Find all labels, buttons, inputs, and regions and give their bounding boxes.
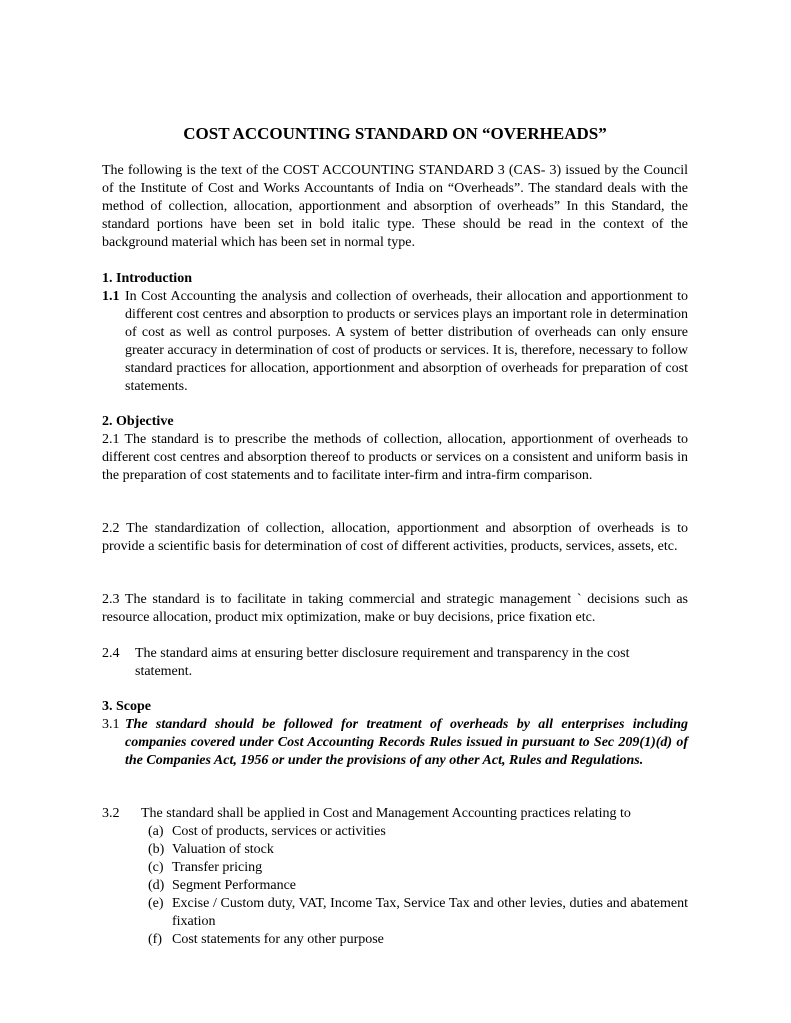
section-heading-objective: 2. Objective bbox=[102, 414, 174, 429]
paragraph-1-1 bbox=[102, 288, 688, 396]
list-item-text: Excise / Custom duty, VAT, Income Tax, Service Tax and other levies, duties and abatement fixation bbox=[172, 896, 688, 929]
paragraph-3-2 bbox=[102, 805, 688, 823]
list-item-text: Valuation of stock bbox=[172, 842, 274, 857]
list-item-label: (e) bbox=[148, 896, 164, 911]
paragraph-text: The standard shall be applied in Cost and Management Accounting practices relating to bbox=[141, 806, 631, 821]
list-item-text: Transfer pricing bbox=[172, 860, 263, 875]
paragraph-number: 2.4 bbox=[102, 646, 120, 661]
list-item-text: Segment Performance bbox=[172, 878, 297, 893]
list-item bbox=[102, 823, 688, 841]
list-item bbox=[102, 877, 688, 895]
list-item bbox=[102, 841, 688, 859]
list-item-text: Cost statements for any other purpose bbox=[172, 932, 384, 947]
list-item bbox=[102, 859, 688, 877]
list-item-label: (b) bbox=[148, 842, 165, 857]
list-item bbox=[102, 931, 688, 949]
paragraph-text: In Cost Accounting the analysis and collection of overheads, their allocation and apportionment to different cost centres and absorption to products or services plays an important role in determination of cost as well as control purposes. A system of better distribution of overheads can only ensure greater accuracy in determination of cost of products or services. It is, therefore, necessary to follow standard practices for allocation, apportionment and absorption of overheads for preparation of cost statements. bbox=[125, 289, 688, 394]
document-title: COST ACCOUNTING STANDARD ON “OVERHEADS” bbox=[183, 124, 607, 143]
paragraph-text: The standard should be followed for treatment of overheads by all enterprises including companies covered under Cost Accounting Records Rules issued in pursuant to Sec 209(1)(d) of the Companies Act, 1956 or under the provisions of any other Act, Rules and Regulations. bbox=[125, 717, 688, 768]
section-heading-introduction: 1. Introduction bbox=[102, 271, 192, 286]
list-item-text: Cost of products, services or activities bbox=[172, 824, 386, 839]
paragraph-2-1: 2.1 The standard is to prescribe the methods of collection, allocation, apportionment of overheads to different cost centres and absorption thereof to products or services on a consistent and uniform basis in the preparation of cost statements and to facilitate inter-firm and intra-firm comparison. bbox=[102, 432, 688, 483]
paragraph-2-3: 2.3 The standard is to facilitate in taking commercial and strategic management ` decisions such as resource allocation, product mix optimization, make or buy decisions, price fixation etc. bbox=[102, 592, 688, 625]
paragraph-number: 3.1 bbox=[102, 717, 120, 732]
list-item bbox=[102, 895, 688, 931]
list-item-label: (c) bbox=[148, 860, 164, 875]
paragraph-3-1 bbox=[102, 716, 688, 770]
paragraph-number: 1.1 bbox=[102, 289, 120, 304]
paragraph-number: 3.2 bbox=[102, 806, 120, 821]
scope-list bbox=[102, 823, 688, 949]
section-heading-scope: 3. Scope bbox=[102, 699, 151, 714]
paragraph-2-2: 2.2 The standardization of collection, allocation, apportionment and absorption of overheads is to provide a scientific basis for determination of cost of different activities, products, services, assets, etc. bbox=[102, 521, 688, 554]
list-item-label: (f) bbox=[148, 932, 162, 947]
list-item-label: (d) bbox=[148, 878, 165, 893]
intro-paragraph: The following is the text of the COST ACCOUNTING STANDARD 3 (CAS- 3) issued by the Council of the Institute of Cost and Works Accountants of India on “Overheads”. The standard deals with the method of collection, allocation, apportionment and absorption of overheads” In this Standard, the standard portions have been set in bold italic type. These should be read in the context of the background material which has been set in normal type. bbox=[102, 163, 688, 250]
paragraph-2-4 bbox=[102, 645, 688, 681]
paragraph-text: The standard aims at ensuring better disclosure requirement and transparency in the cost statement. bbox=[135, 646, 630, 679]
list-item-label: (a) bbox=[148, 824, 164, 839]
